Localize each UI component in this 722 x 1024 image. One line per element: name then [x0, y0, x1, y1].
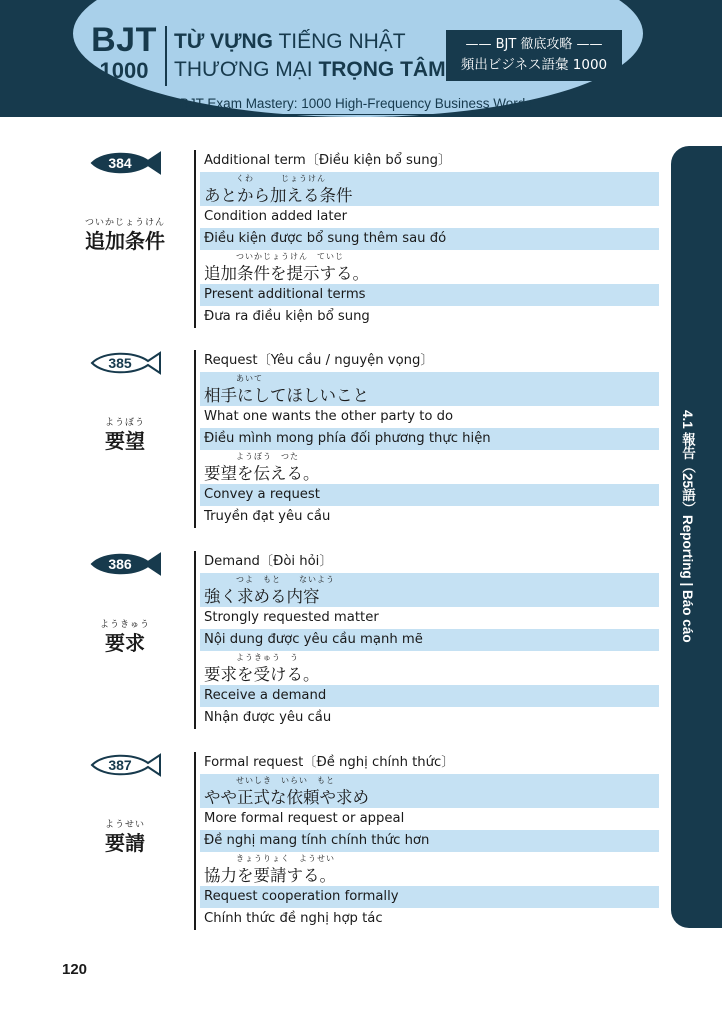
- meaning-row: Formal request〔Đề nghị chính thức〕: [204, 755, 455, 770]
- fish-number-badge: [90, 551, 162, 577]
- example1-japanese: あとから加える条件: [204, 186, 353, 205]
- example2-vietnamese: Đưa ra điều kiện bổ sung: [204, 309, 370, 324]
- entry-rows: [200, 350, 659, 528]
- example1-vietnamese: Đề nghị mang tính chính thức hơn: [200, 830, 659, 852]
- example2-jp-row: [200, 250, 659, 284]
- example1-japanese: 強く求める内容: [204, 587, 320, 606]
- example2-vietnamese: Truyền đạt yêu cầu: [204, 509, 331, 524]
- example2-jp-row: [200, 651, 659, 685]
- brand-divider: [165, 26, 167, 86]
- vocab-entry: [70, 551, 660, 731]
- entry-rows: [200, 752, 659, 930]
- example1-vietnamese: Điều mình mong phía đối phương thực hiện: [200, 428, 659, 450]
- example2-jp-row: [200, 852, 659, 886]
- title-line2-bold: TRỌNG TÂM: [318, 58, 446, 81]
- subtitle-rule: [156, 114, 556, 115]
- example2-vietnamese: Chính thức đề nghị hợp tác: [204, 911, 383, 926]
- example1-furigana: あいて: [236, 374, 263, 383]
- title-line2-start: THƯƠNG MẠI: [174, 58, 319, 81]
- example2-vietnamese: Nhận được yêu cầu: [204, 710, 332, 725]
- headword-reading: ようきゅう: [99, 620, 150, 630]
- example2-jp-row: [200, 450, 659, 484]
- vocab-entry: [70, 752, 660, 932]
- headword-reading: ようぼう: [104, 418, 145, 428]
- example1-jp-row: [200, 172, 659, 206]
- example2-english: Request cooperation formally: [200, 886, 659, 908]
- fish-number-badge: [90, 350, 162, 376]
- example2-japanese: 追加条件を提示する。: [204, 264, 369, 283]
- entry-number: 385: [108, 355, 132, 371]
- example1-jp-row: [200, 372, 659, 406]
- example2-english: Convey a request: [200, 484, 659, 506]
- book-title: [174, 28, 446, 84]
- example2-english: Receive a demand: [200, 685, 659, 707]
- example2-english: Present additional terms: [200, 284, 659, 306]
- vocab-entry: [70, 150, 660, 330]
- example1-furigana: せいしき いらい もと: [236, 776, 335, 785]
- example1-english: Condition added later: [204, 209, 348, 224]
- headword-kanji: 要望: [105, 429, 145, 453]
- headword-reading: ついかじょうけん: [84, 218, 165, 228]
- entry-number: 384: [108, 155, 132, 171]
- entry-rule: [194, 350, 196, 528]
- entry-number: 387: [108, 757, 132, 773]
- example1-english: More formal request or appeal: [204, 811, 405, 826]
- brand-logo: [88, 22, 160, 84]
- vocab-entry: [70, 350, 660, 530]
- example1-jp-row: [200, 573, 659, 607]
- meaning-row: Demand〔Đòi hỏi〕: [204, 554, 333, 569]
- brand-number: 1000: [99, 58, 149, 83]
- title-line1-bold: TỪ VỰNG: [174, 30, 274, 53]
- chapter-side-label: 4.1 報告（25語）Reporting | Báo cáo: [680, 410, 695, 643]
- headword-kanji: 要求: [105, 631, 145, 655]
- headword-reading: ようせい: [104, 820, 145, 830]
- brand-bjt: BJT: [91, 21, 157, 59]
- headword-kanji: 要請: [105, 831, 145, 855]
- example2-furigana: ついかじょうけん ていじ: [236, 252, 344, 261]
- entry-rows: [200, 150, 659, 328]
- example2-furigana: きょうりょく ようせい: [236, 854, 335, 863]
- example1-furigana: くわ じょうけん: [236, 174, 326, 183]
- example2-furigana: ようぼう つた: [236, 452, 299, 461]
- example1-english: Strongly requested matter: [204, 610, 379, 625]
- headword: [70, 218, 180, 253]
- headword: [70, 820, 180, 855]
- headword-kanji: 追加条件: [85, 229, 165, 253]
- example2-furigana: ようきゅう う: [236, 653, 299, 662]
- example1-furigana: つよ もと ないよう: [236, 575, 335, 584]
- entry-rule: [194, 150, 196, 328]
- meaning-row: Additional term〔Điều kiện bổ sung〕: [204, 153, 452, 168]
- title-line1-rest: TIẾNG NHẬT: [273, 30, 406, 53]
- entry-rule: [194, 752, 196, 930]
- meaning-row: Request〔Yêu cầu / nguyện vọng〕: [204, 353, 434, 368]
- entry-number: 386: [108, 556, 132, 572]
- fish-number-badge: [90, 752, 162, 778]
- example1-japanese: 相手にしてほしいこと: [204, 386, 369, 405]
- example1-vietnamese: Điều kiện được bổ sung thêm sau đó: [200, 228, 659, 250]
- example1-japanese: やや正式な依頼や求め: [204, 788, 369, 807]
- example1-jp-row: [200, 774, 659, 808]
- headword: [70, 620, 180, 655]
- page-number: 120: [62, 961, 88, 978]
- example2-japanese: 協力を要請する。: [204, 866, 336, 885]
- subtitle: BJT Exam Mastery: 1000 High-Frequency Business Words: [179, 96, 533, 111]
- japanese-title-box: [446, 30, 622, 81]
- entry-rule: [194, 551, 196, 729]
- entry-rows: [200, 551, 659, 729]
- japanese-title-line1: —— BJT 徹底攻略 ——: [465, 37, 603, 52]
- headword: [70, 418, 180, 453]
- japanese-title-line2: 頻出ビジネス語彙 1000: [460, 57, 608, 73]
- fish-number-badge: [90, 150, 162, 176]
- example2-japanese: 要求を受ける。: [204, 665, 320, 684]
- example1-english: What one wants the other party to do: [204, 409, 454, 424]
- example2-japanese: 要望を伝える。: [204, 464, 320, 483]
- example1-vietnamese: Nội dung được yêu cầu mạnh mẽ: [200, 629, 659, 651]
